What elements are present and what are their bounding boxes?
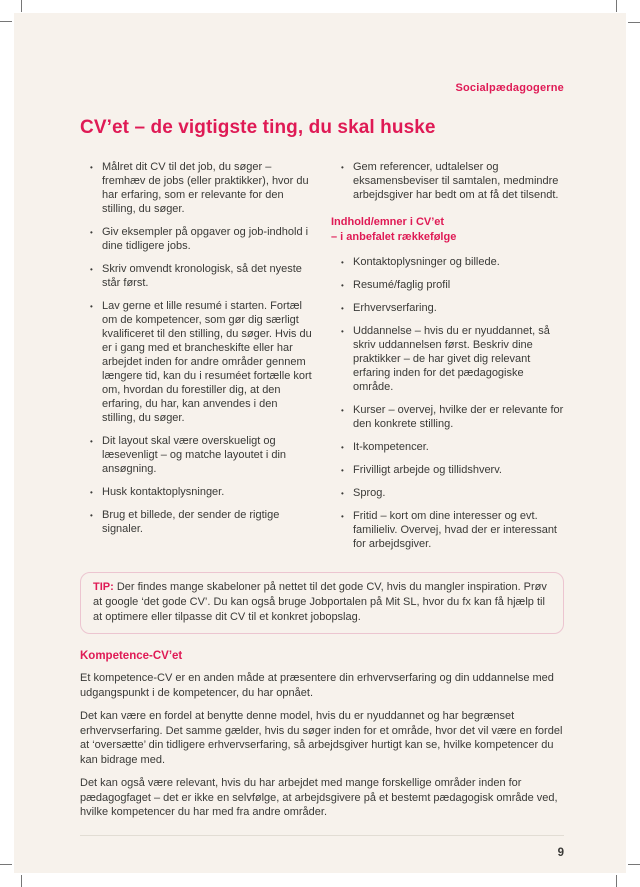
subsection-heading-line1: Indhold/emner i CV’et: [331, 216, 445, 228]
list-item: • Lav gerne et lille resumé i starten. Fortæl om de kompetencer, som gør dig særligt kvalificeret til den stilling, du søger. Hvis du er i gang med et brancheskifte eller har arbejdet inden for andre områder gennem længere tid, kan du i resuméet fortælle kort om, hvordan du forestiller dig, at den erfaring, du har, kan anvendes i den stilling, du søger.: [89, 299, 313, 425]
page-number: 9: [557, 846, 564, 859]
paragraph: Det kan også være relevant, hvis du har arbejdet med mange forskellige områder inden for pædagogfaget – det er ikke en selvfølge, at arbejdsgivere på et bestemt pædagogisk område ved, hvilke kompetencer du har med fra andre områder.: [80, 777, 558, 818]
list-item: • Brug et billede, der sender de rigtige signaler.: [89, 508, 313, 536]
crop-mark: [616, 875, 617, 887]
section-heading: Kompetence-CV’et: [80, 650, 183, 662]
paragraph: Det kan være en fordel at benytte denne model, hvis du er nyuddannet og har begrænset erhvervserfaring. Det samme gælder, hvis du søger inden for et område, hvor det vil være en fordel at ‘oversætte’ din tidligere erhvervserfaring, så arbejdsgiver hurtigt kan se, hvilke kompetencer du kan bidrage med.: [80, 710, 563, 766]
subsection-heading: [331, 215, 564, 245]
list-item: • Kontaktoplysninger og billede.: [340, 255, 564, 269]
list-item: • Resumé/faglig profil: [340, 278, 564, 292]
left-column: [80, 160, 313, 560]
list-item: • Frivilligt arbejde og tillidshverv.: [340, 463, 564, 477]
page-title-bold: CV’et: [80, 117, 130, 138]
crop-mark: [0, 21, 12, 22]
cv-tips-list: [80, 160, 313, 536]
paragraph: Et kompetence-CV er en anden måde at præsentere din erhvervserfaring og din uddannelse med udgangspunkt i de kompetencer, du har opnået.: [80, 672, 554, 699]
crop-mark: [628, 22, 640, 23]
page-content: [14, 13, 626, 859]
crop-mark: [0, 864, 12, 865]
footer-divider: [80, 835, 564, 836]
list-item: • Gem referencer, udtalelser og eksamensbeviser til samtalen, medmindre arbejdsgiver har bedt om at få det tilsendt.: [340, 160, 564, 202]
two-column-layout: [80, 160, 564, 560]
list-item: • Erhvervserfaring.: [340, 301, 564, 315]
tip-callout-box: [80, 572, 564, 634]
document-page: [14, 13, 626, 873]
brand-wordmark: Socialpædagogerne: [455, 82, 564, 94]
crop-mark: [21, 0, 22, 12]
list-item: • Skriv omvendt kronologisk, så det nyeste står først.: [89, 262, 313, 290]
page-title: [80, 117, 564, 139]
list-item: • Sprog.: [340, 486, 564, 500]
list-item: • Uddannelse – hvis du er nyuddannet, så skriv uddannelsen først. Beskriv dine praktikker – de har givet dig relevant erfaring inden for det pædagogiske område.: [340, 324, 564, 394]
crop-mark: [616, 0, 617, 12]
crop-mark: [628, 864, 640, 865]
subsection-heading-line2: – i anbefalet rækkefølge: [331, 231, 457, 243]
page-title-rest: – de vigtigste ting, du skal huske: [129, 117, 436, 138]
list-item: • Målret dit CV til det job, du søger – fremhæv de jobs (eller praktikker), hvor du har erfaring, som er relevante for den stilling, du søger.: [89, 160, 313, 216]
list-item: • Giv eksempler på opgaver og job-indhold i dine tidligere jobs.: [89, 225, 313, 253]
list-item: • Dit layout skal være overskueligt og læsevenligt – og matche layoutet i din ansøgning.: [89, 434, 313, 476]
list-item: • Fritid – kort om dine interesser og evt. familieliv. Overvej, hvad der er interessant for arbejdsgiver.: [340, 509, 564, 551]
list-item: • Husk kontaktoplysninger.: [89, 485, 313, 499]
cv-tips-list-continued: [331, 160, 564, 202]
list-item: • Kurser – overvej, hvilke der er relevante for den konkrete stilling.: [340, 403, 564, 431]
cv-contents-list: [331, 255, 564, 551]
crop-mark: [21, 875, 22, 887]
tip-label: TIP:: [93, 581, 114, 593]
tip-text: Der findes mange skabeloner på nettet til det gode CV, hvis du mangler inspiration. Prøv at google ‘det gode CV’. Du kan også bruge Jobportalen på Mit SL, hvor du fx kan få hjælp til at optimere eller tilpasse dit CV til et konkret jobopslag.: [93, 581, 547, 623]
list-item: • It-kompetencer.: [340, 440, 564, 454]
right-column: [331, 160, 564, 560]
